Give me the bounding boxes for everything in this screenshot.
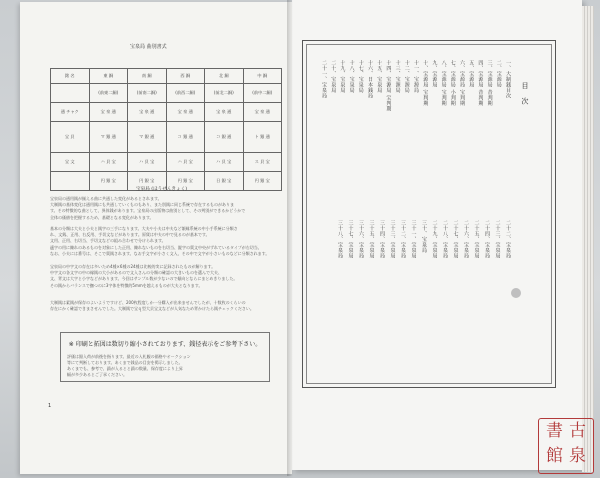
table-cell: マ 銀 通 [89, 122, 128, 153]
table-cell: ハ 貝 宝 [166, 153, 205, 172]
table-row [51, 103, 282, 122]
table-cell: (前南二銅) [128, 84, 167, 103]
table-cell: ハ 貝 宝 [205, 153, 244, 172]
table-cell: ハ 貝 宝 [128, 153, 167, 172]
toc-entry: 二十五、宝泉局 [473, 220, 480, 259]
toc-entry: 十六、日本銭局 [367, 60, 373, 99]
notice-lead: ※ 印刷と拓図は数切り縮小されております、銭径表示をご参考下さい。 [68, 341, 262, 348]
page-number: 1 [48, 403, 52, 409]
toc-entry: 五、宝源局 [468, 60, 475, 88]
table-cell: 日 銀 宝 [205, 172, 244, 191]
text-line: す。その特徴的な曲として、異体銭があります。宝泉局の出版物は曲別として、その判別ができるかどうかで [50, 208, 246, 214]
toc-entry: 十三、宝源局 [394, 60, 401, 93]
toc-entry: 三十七、宝泉局 [347, 220, 354, 259]
paragraph-2 [50, 226, 282, 257]
table-cell [51, 84, 90, 103]
table-cell: 銘 名 [51, 69, 90, 84]
table-row [51, 69, 282, 84]
table-cell: (前東二銅) [89, 84, 128, 103]
toc-entry: 二、宝源局 [495, 60, 502, 88]
toc-entry: 十四、宝源局 宝判期 [385, 60, 392, 112]
toc-entry: 二十七、宝泉局 [452, 220, 459, 259]
table-cell: (前北二銅) [205, 84, 244, 103]
toc-entry: 三十一、宝泉局 [410, 220, 417, 259]
table-cell: 西 銅 [166, 69, 205, 84]
notice-line: 評価は銀入荷が前後を指ります。最近の入札観の価格やオークション [67, 354, 191, 359]
toc-entry: 三十五、宝泉局 [368, 220, 375, 259]
toc-entry: 四、宝源局 昔判期 [477, 60, 484, 107]
section-caption: 宝泉局 (ほうせんきょく) [136, 187, 187, 192]
table-cell: マ 銀 通 [128, 122, 167, 153]
toc-entry: 十九、宝泉局 [339, 60, 346, 93]
toc-entry: 一、大制銭目次 [505, 60, 511, 99]
toc-entry: 七、宝源局 小判期 [449, 60, 456, 107]
paragraph-1 [50, 196, 282, 221]
toc-entry: 二十三、宝泉局 [494, 220, 501, 259]
table-cell: ハ 貝 宝 [89, 153, 128, 172]
table-cell: ト 銀 通 [243, 122, 282, 153]
notice-line: 等にて判断しております。あくまで銭品の目安を掲示しました。 [67, 360, 183, 365]
toc-entry: 三十八、宝泉局 [337, 220, 343, 259]
table-cell: (前西二銅) [166, 84, 205, 103]
toc-entry: 三十三、宝泉局 [389, 220, 396, 259]
toc-entry: 三十四、宝泉局 [379, 220, 385, 259]
table-cell: コ 銀 通 [205, 122, 244, 153]
toc-entry: 三、宝源局 昔判期 [486, 60, 493, 107]
table-cell: 東 銅 [89, 69, 128, 84]
page-stack-edge [582, 6, 594, 472]
text-line: 文用、正用、右切当、手切文などの組み合わせで分けられます。 [50, 238, 166, 244]
toc-entry: 二十二、宝泉局 [505, 220, 511, 259]
toc-entry: 二十九、宝泉局 [431, 220, 438, 259]
text-line: 大制銭の基体変化は通用銭にも共通していくものもあり、また別銭に同じ系統で存在するものがありま [50, 202, 234, 208]
table-cell: 円 銀 宝 [166, 172, 205, 191]
coin-variety-table [50, 68, 282, 191]
paragraph-4 [50, 300, 282, 312]
text-line: 文、背文は大字と小字などがあります。今回はサンプル数が少ないので傾向とならにまとめきりました。 [50, 276, 238, 282]
text-line: 存在にかく確認できまさせんでした。大制銭で宝ｑ型大貝宝文などが人気なため背かけたら銭チェックください。 [50, 306, 254, 312]
seal-char: 館 [546, 446, 563, 466]
table-cell: 北 銅 [205, 69, 244, 84]
table-cell: コ 銀 通 [166, 122, 205, 153]
table-row [51, 122, 282, 153]
text-line: なお、小夫には番号は、そこで貫銭されます。なお手文字が小さく文入、その中で文字が小さいものなどに分類されます。 [50, 250, 270, 256]
table-cell: 宝 泉 通 [205, 103, 244, 122]
text-line: 全体の価値を把握するため、基礎となる変化があります。 [50, 214, 154, 220]
text-line: れ、文銭、正用、右反用、手切文などがあります。原貨は中夫の中で見るのが基本です。 [50, 232, 210, 238]
table-cell: ス 貝 宝 [243, 153, 282, 172]
toc-entry: 二十八、宝泉局 [442, 220, 448, 259]
text-line: 中字文の各文字の中の縁銭の大小があるので文入さんの分類の確認の大きいものを選んで大夫、 [50, 270, 222, 276]
toc-entry: 二十四、宝泉局 [484, 220, 490, 259]
toc-entry: 十、宝源局 宝判期 [422, 60, 429, 107]
table-cell: 宝 泉 通 [89, 103, 128, 122]
table-cell: 宝 泉 通 [166, 103, 205, 122]
table-cell [51, 172, 90, 191]
toc-entry: 十五、宝泉局 [376, 60, 383, 93]
table-cell: 宝 泉 通 [243, 103, 282, 122]
library-seal-stamp [538, 418, 594, 474]
toc-entry: 十一、宝源局 [413, 60, 419, 93]
toc-entry: 三十二、宝泉局 [400, 220, 406, 259]
text-line: その銭からバランスで撫つのに3字体を特徴的5mmを越えるものが大夫となります。 [50, 282, 203, 288]
table-cell: 宝 泉 通 [128, 103, 167, 122]
text-line: 大制銭は素銭が保存のよいようですけど、200枚程度しか一分購入が出来ませんでしたが、十数枚のくらいの [50, 300, 246, 305]
table-cell: (前中二銅) [243, 84, 282, 103]
toc-entry: 二十六、宝泉局 [463, 220, 469, 259]
table-cell: 中 銅 [243, 69, 282, 84]
table-cell: 円 銀 宝 [128, 172, 167, 191]
seal-char: 古 [569, 421, 586, 441]
toc-entry: 六、宝源局 宝判期 [459, 60, 465, 107]
paragraph-3 [50, 264, 282, 289]
toc-entry: 三十、宝泉局 [421, 220, 427, 253]
table-cell: 通 チャク [51, 103, 90, 122]
toc-entry: 十八、宝泉局 [348, 60, 355, 93]
toc-entry: 三十六、宝泉局 [358, 220, 364, 259]
toc-entry: 十七、宝泉局 [357, 60, 364, 93]
toc-entry: 二十、宝泉局 [330, 60, 337, 93]
notice-box [60, 332, 270, 382]
notice-line: 幅が多少あるとご了承ください。 [67, 372, 127, 377]
text-line: 基本の分類は大夫と小夫と銭字の三手になります。大夫や小夫は中夫など額縁系統の中小手系統に分類さ [50, 226, 238, 231]
book-spine [287, 0, 297, 476]
toc-entry: 九、宝源局 [431, 60, 438, 88]
table-cell: 宝 文 [51, 153, 90, 172]
seal-char: 書 [546, 421, 563, 441]
binding-hole [511, 288, 521, 298]
table-row [51, 84, 282, 103]
toc-entry: 十二、宝源局 [403, 60, 410, 93]
text-line: 適字の用に陳れのあるものを対象にした正用、陳れないものを右切当、縦字の貫文中央がずれているタイプが右切当、 [50, 244, 262, 250]
table-cell: 円 銀 宝 [89, 172, 128, 191]
table-cell: 南 銅 [128, 69, 167, 84]
left-page-header: 宝泉局 曲別書式 [130, 44, 167, 50]
seal-char: 泉 [569, 446, 586, 466]
toc-title: 目 次 [521, 82, 529, 108]
toc-entry: 二十一、宝泉局 [321, 60, 327, 99]
table-cell: 円 銀 宝 [243, 172, 282, 191]
table-row [51, 153, 282, 172]
text-line: 宝泉局の通用銭が揃える曲に共通した変化があるとされます。 [50, 196, 162, 201]
toc-entry: 八、宝源局 宝判期 [440, 60, 447, 107]
table-cell: 宝 貝 [51, 122, 90, 153]
notice-line: あくまでも、参考で、錆が入るとと錆の数量、保存度により上昇 [67, 366, 183, 371]
text-line: 宝泉局の中字文の存在は多いため4種×6種の24種は比較的実に記録されたものが解ります。 [50, 264, 216, 269]
